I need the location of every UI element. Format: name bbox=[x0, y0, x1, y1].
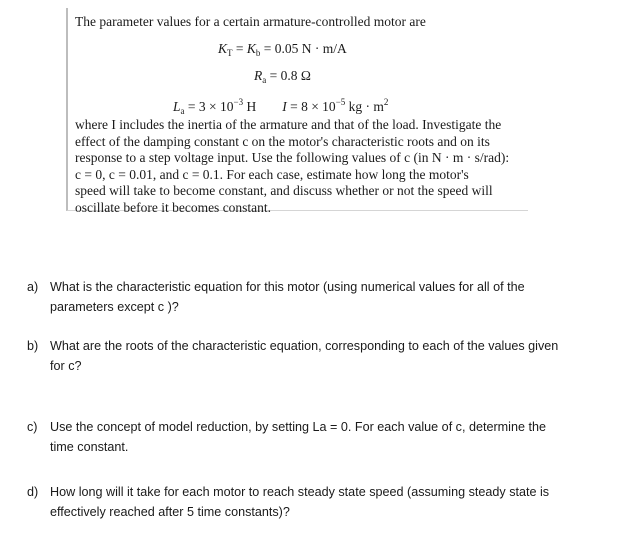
problem-intro: The parameter values for a certain armature-controlled motor are bbox=[75, 14, 426, 29]
problem-statement-box bbox=[66, 8, 528, 215]
question-text: How long will it take for each motor to reach steady state speed (assuming steady state is effectively reached after 5 time constants)? bbox=[50, 485, 550, 519]
equation-ra: $R_a = 0.8$ Ω bbox=[254, 68, 311, 85]
question-letter: d) bbox=[27, 485, 39, 499]
problem-paragraph: where I includes the inertia of the armature and that of the load. Investigate the effect of the damping constant c on the motor's characteristic roots and on its response to a step voltage input. Use the following values of c (in N · m · s/rad): c = 0, c = 0.01, and c = 0.1. For each case, estimate how long the motor's speed will take to become constant, and discuss whether or not the speed will oscillate before it becomes constant. bbox=[75, 117, 510, 215]
question-text: What are the roots of the characteristic equation, corresponding to each of the values given for c? bbox=[50, 339, 559, 373]
equation-la-inertia: $L_a = 3 \times 10^{-3}$ H $I = 8 \times 10^{-5}$ kg · $m^2$ bbox=[173, 97, 389, 116]
question-text: Use the concept of model reduction, by setting La = 0. For each value of c, determine the time constant. bbox=[50, 420, 546, 454]
question-letter: a) bbox=[27, 280, 39, 294]
equation-kt-kb: $K_T = K_b = 0.05$ N · m/A bbox=[218, 41, 347, 58]
question-letter: b) bbox=[27, 339, 39, 353]
question-text: What is the characteristic equation for this motor (using numerical values for all of the parameters except c )? bbox=[50, 280, 525, 314]
question-letter: c) bbox=[27, 420, 38, 434]
